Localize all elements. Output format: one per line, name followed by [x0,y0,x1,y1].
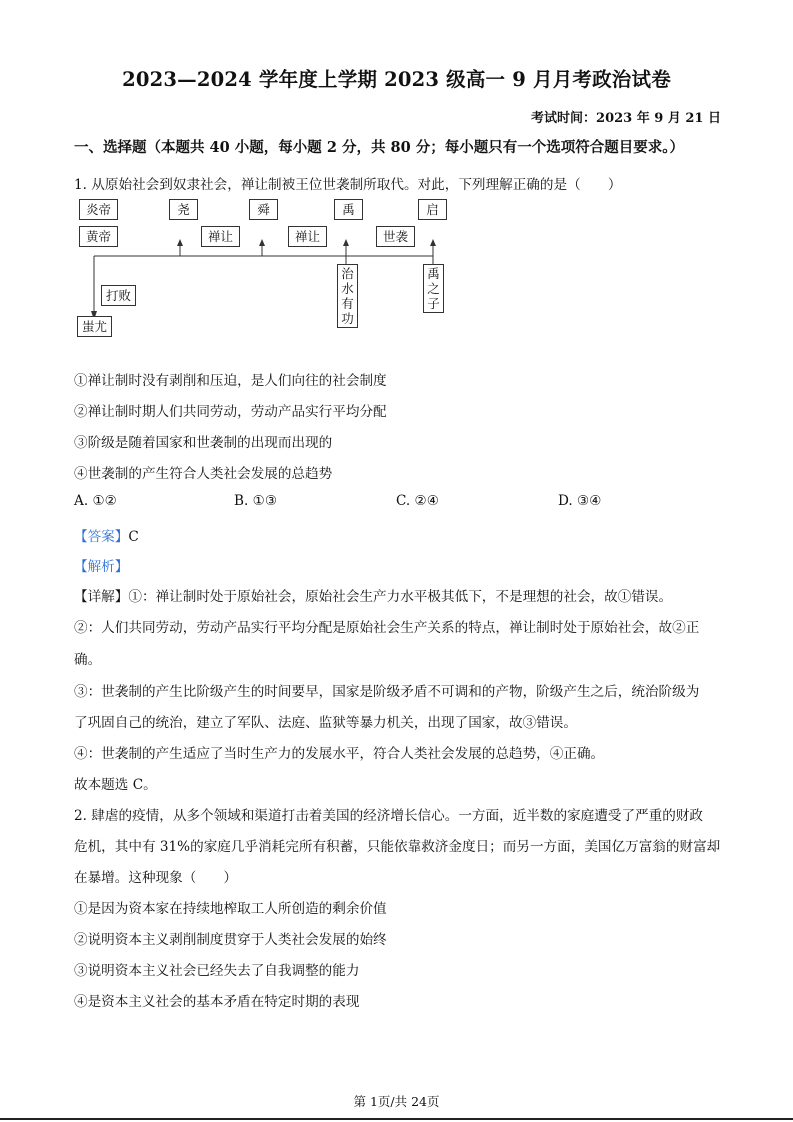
box-yao: 尧 [169,199,198,220]
q1-diagram [0,0,793,340]
q1-answer [74,525,139,545]
detail-line-5: 了巩固自己的统治，建立了军队、法庭、监狱等暴力机关，出现了国家，故③错误。 [74,715,577,731]
q1-option-b: B. ①③ [234,493,278,509]
detail-line-2: ②：人们共同劳动，劳动产品实行平均分配是原始社会生产关系的特点，禅让制时处于原始社会，故②正 [74,620,700,636]
box-yu: 禹 [334,199,363,220]
q1-option-d: D. ③④ [558,493,602,509]
q1-statement-3: ③阶级是随着国家和世袭制的出现而出现的 [74,435,333,451]
box-yandi: 炎帝 [79,199,118,220]
q1-option-a: A. ①② [74,493,117,509]
q1-stem: 1. 从原始社会到奴隶社会，禅让制被王位世袭制所取代。对此，下列理解正确的是（ ） [74,177,622,193]
detail-tag: 【详解】 [74,589,129,605]
analysis-tag: 【解析】 [74,559,129,575]
box-qi: 启 [418,199,447,220]
box-yuzhizi: 禹之子 [423,264,444,313]
detail-line-7: 故本题选 C。 [74,777,157,793]
q1-statement-2: ②禅让制时期人们共同劳动，劳动产品实行平均分配 [74,404,387,420]
q2-statement-1: ①是因为资本家在持续地榨取工人所创造的剩余价值 [74,901,387,917]
answer-tag: 【答案】 [74,529,129,545]
box-shanrang-1: 禅让 [201,226,240,247]
page-title: 2023—2024 学年度上学期 2023 级高一 9 月月考政治试卷 [122,68,671,91]
detail-line-6: ④：世袭制的产生适应了当时生产力的发展水平，符合人类社会发展的总趋势，④正确。 [74,746,605,762]
box-dabai: 打败 [101,285,136,306]
footer-divider [0,1118,793,1120]
q1-statement-4: ④世袭制的产生符合人类社会发展的总趋势 [74,466,333,482]
box-shanrang-2: 禅让 [288,226,327,247]
q2-statement-2: ②说明资本主义剥削制度贯穿于人类社会发展的始终 [74,932,387,948]
box-zhishui: 治水有功 [337,264,358,328]
detail-line-1 [74,585,672,605]
q2-stem-1: 2. 肆虐的疫情，从多个领域和渠道打击着美国的经济增长信心。一方面，近半数的家庭遭受了严重的财政 [74,808,704,824]
page-footer: 第 1页/共 24页 [353,1094,440,1109]
section-heading: 一、选择题（本题共 40 小题，每小题 2 分，共 80 分；每小题只有一个选项符合题目要求。） [74,139,684,156]
exam-time: 考试时间：2023 年 9 月 21 日 [531,111,721,126]
box-shixi: 世袭 [376,226,415,247]
detail-text-1: ①：禅让制时处于原始社会，原始社会生产力水平极其低下，不是理想的社会，故①错误。 [128,589,673,605]
box-shun: 舜 [249,199,278,220]
box-huangdi: 黄帝 [79,226,118,247]
answer-value: C [128,529,139,545]
q2-stem-3: 在暴增。这种现象（ ） [74,870,238,886]
detail-line-3: 确。 [74,652,102,668]
q1-option-c: C. ②④ [396,493,439,509]
q2-statement-3: ③说明资本主义社会已经失去了自我调整的能力 [74,963,360,979]
detail-line-4: ③：世袭制的产生比阶级产生的时间要早，国家是阶级矛盾不可调和的产物，阶级产生之后，统治阶级为 [74,684,700,700]
q2-statement-4: ④是资本主义社会的基本矛盾在特定时期的表现 [74,994,360,1010]
box-chiyou: 蚩尤 [77,316,112,337]
q1-statement-1: ①禅让制时没有剥削和压迫，是人们向往的社会制度 [74,373,387,389]
q2-stem-2: 危机，其中有 31%的家庭几乎消耗完所有积蓄，只能依靠救济金度日；而另一方面，美国亿万富翁的财富却 [74,839,721,855]
